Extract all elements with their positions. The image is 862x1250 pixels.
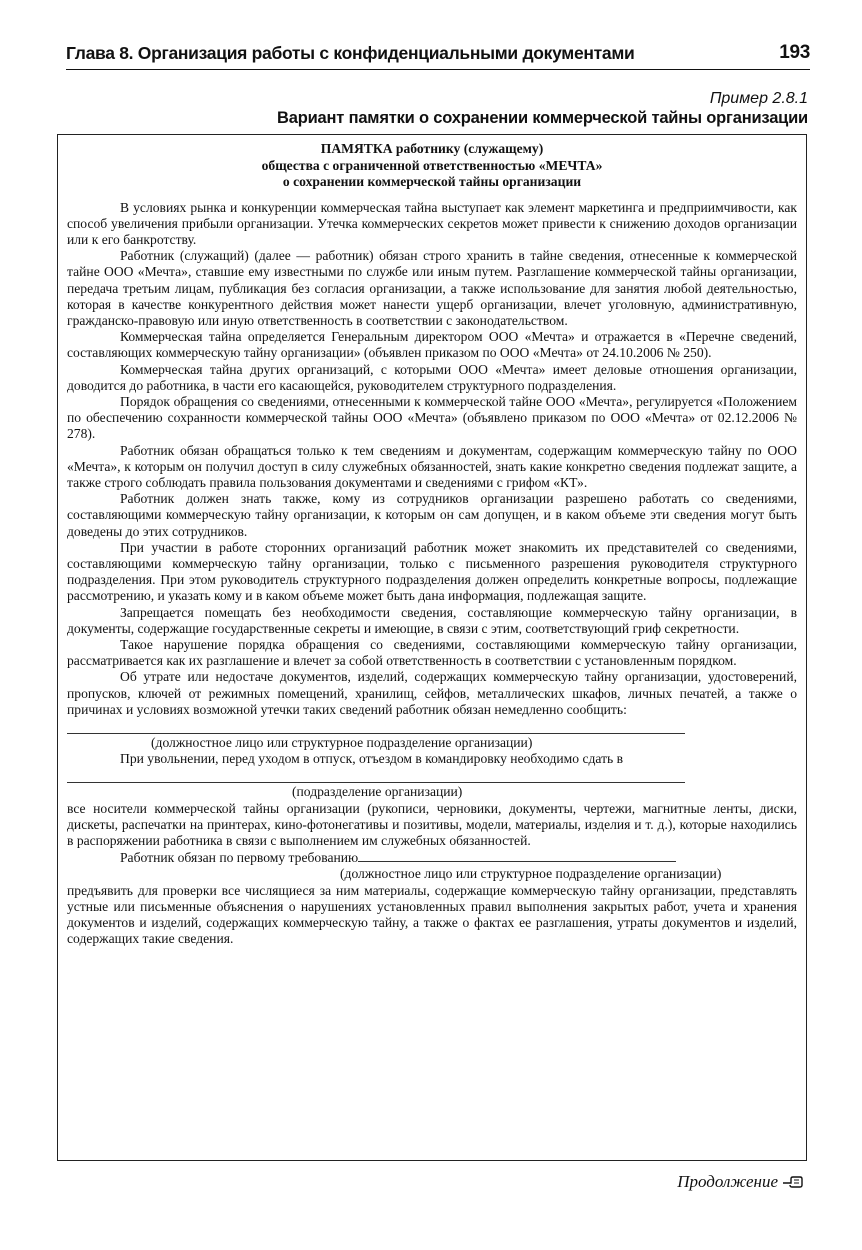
memo-paragraph-6: Работник обязан обращаться только к тем сведениям и документам, содержащим коммерческую тайну по ООО «Мечта», к которым он получил доступ в силу служебных обязанностей, знать какие конкретно сведения подлежат защите, а также строго соблюдать правила пользования документами и сведениями с грифом «КТ».	[67, 442, 797, 490]
fill-line-demand	[358, 849, 676, 862]
memo-heading-line-3: о сохранении коммерческой тайны организации	[282, 174, 582, 189]
memo-paragraph-3: Коммерческая тайна определяется Генеральным директором ООО «Мечта» и отражается в «Перечне сведений, составляющих коммерческую тайну организации» (объявлен приказом по ООО «Мечта» от 24.10.2006 № 250).	[67, 329, 797, 361]
memo-paragraph-9: Запрещается помещать без необходимости сведения, составляющие коммерческую тайну организации, в документы, содержащие государственные секреты и имеющие, в связи с этим, соответствующий гриф секретности.	[67, 604, 797, 636]
chapter-title: Глава 8. Организация работы с конфиденциальными документами	[66, 43, 635, 63]
carriers-text: все носители коммерческой тайны организации (рукописи, черновики, документы, чертежи, магнитные ленты, диски, дискеты, распечатки на принтерах, кино-фотонегативы и позитивы, модели, материалы, изделия и т. д.), которые находились в распоряжении работника в связи с выполнением им служебных обязанностей.	[67, 800, 797, 849]
dismissal-text: При увольнении, перед уходом в отпуск, отъездом в командировку необходимо сдать в	[120, 751, 624, 767]
demand-text: Работник обязан по первому требованию	[120, 850, 359, 866]
page-number: 193	[779, 42, 810, 63]
memo-heading	[67, 141, 797, 191]
fill-line-division	[67, 781, 685, 783]
memo-paragraph-7: Работник должен знать также, кому из сотрудников организации разрешено работать со сведениями, составляющими коммерческую тайну организации, к которым он сам допущен, и в каком объеме эти сведения могут быть доведены до этих сотрудников.	[67, 491, 797, 539]
final-text: предъявить для проверки все числящиеся за ним материалы, содержащие коммерческую тайну организации, представлять устные или письменные объяснения о нарушениях установленных правил выполнения закрытых работ, учета и хранения документов и изделий, содержащих коммерческую тайну, а также о фактах ее разглашения, утраты документов и изделий, содержащих такие сведения.	[67, 882, 797, 947]
memo-paragraph-1: В условиях рынка и конкуренции коммерческая тайна выступает как элемент маркетинга и предприимчивости, как способ увеличения прибыли организации. Утечка коммерческих секретов может привести к снижению доходов организации или к его банкротству.	[67, 199, 797, 247]
memo-paragraph-2: Работник (служащий) (далее — работник) обязан строго хранить в тайне сведения, отнесенные к коммерческой тайне ООО «Мечта», ставшие ему известными по службе или иным путем. Разглашение коммерческой тайны организации, передача третьим лицам, публикация без согласия организации, а также использование для занятия любой деятельностью, которая в качестве конкурентного действия может нанести ущерб организации, влечет уголовную, административную, гражданско-правовую или иную ответственность в соответствии с законодательством.	[67, 248, 797, 328]
memo-box	[57, 134, 807, 1161]
memo-paragraph-10: Такое нарушение порядка обращения со сведениями, составляющими коммерческую тайну организации, рассматривается как их разглашение и влечет за собой ответственность в соответствии с установленным порядком.	[67, 636, 797, 669]
memo-paragraph-11: Об утрате или недостаче документов, изделий, содержащих коммерческую тайну организации, удостоверений, пропусков, ключей от режимных помещений, хранилищ, сейфов, металлических шкафов, личных печатей, а также о причинах и условиях возможной утечки таких сведений работник обязан немедленно сообщить:	[67, 669, 797, 717]
memo-paragraph-4: Коммерческая тайна других организаций, с которыми ООО «Мечта» имеет деловые отношения организации, доводится до работника, в части его касающейся, руководителем структурного подразделения.	[67, 361, 797, 393]
memo-paragraph-8: При участии в работе сторонних организаций работник может знакомить их представителей со сведениями, составляющими коммерческую тайну организации, только с письменного разрешения руководителя структурного подразделения. При этом руководитель структурного подразделения должен определить конкретные вопросы, подлежащие рассмотрению, и указать кому и в каком объеме может быть дана информация, подлежащая защите.	[67, 539, 797, 604]
caption-division: (подразделение организации)	[292, 784, 463, 800]
memo-paragraph-5: Порядок обращения со сведениями, отнесенными к коммерческой тайне ООО «Мечта», регулируется «Положением по обеспечению сохранности коммерческой тайны ООО «Мечта» (объявлено приказом по ООО «Мечта» от 02.12.2006 № 278).	[67, 393, 797, 442]
caption-official: (должностное лицо или структурное подразделение организации)	[151, 735, 533, 750]
example-title: Вариант памятки о сохранении коммерческой тайны организации	[277, 109, 808, 127]
caption-official-2: (должностное лицо или структурное подразделение организации)	[340, 866, 722, 882]
memo-heading-line-2: общества с ограниченной ответственностью «МЕЧТА»	[261, 157, 603, 173]
memo-heading-line-1: ПАМЯТКА работнику (служащему)	[320, 141, 544, 156]
fill-line-official	[67, 732, 685, 734]
memo-body	[67, 200, 797, 948]
running-header	[66, 42, 810, 70]
pointing-hand-icon	[782, 1174, 804, 1190]
continuation-note	[677, 1172, 804, 1192]
continuation-label: Продолжение	[677, 1172, 778, 1191]
example-label: Пример 2.8.1	[709, 90, 808, 107]
demand-line	[67, 849, 797, 866]
